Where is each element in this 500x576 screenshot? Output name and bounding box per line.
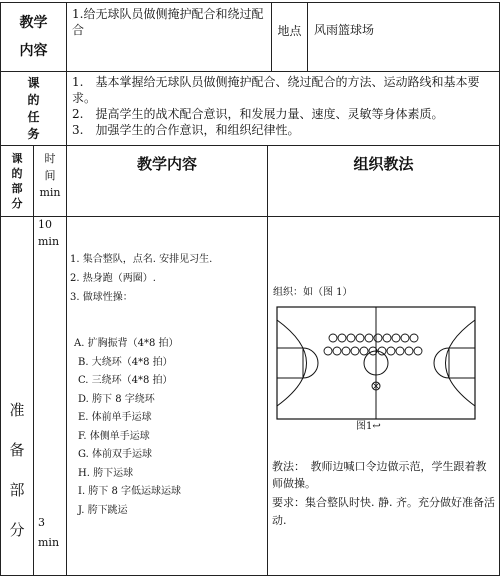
prep-part-name: 准 备 部 分 (9, 401, 25, 539)
court-diagram (276, 306, 476, 420)
location-value: 风雨篮球场 (314, 23, 375, 37)
drill-item: F. 体侧单手运球 (78, 430, 150, 442)
student-marker (387, 347, 395, 355)
right-key (449, 348, 475, 378)
left-three-point-line (277, 320, 307, 406)
student-marker (356, 334, 364, 342)
student-marker (342, 347, 350, 355)
teaching-content-label: 教学 内容 (19, 15, 48, 59)
student-marker (333, 347, 341, 355)
student-marker (383, 334, 391, 342)
student-marker (414, 347, 422, 355)
drill-item: D. 胯下 8 字绕环 (78, 393, 155, 405)
content-column-header: 教学内容 (136, 155, 197, 173)
lesson-tasks-list (72, 74, 496, 138)
student-marker (329, 334, 337, 342)
drill-item: B. 大绕环（4*8 拍） (78, 356, 173, 368)
col-divider-time (33, 145, 34, 576)
student-marker (396, 347, 404, 355)
prep-steps (70, 250, 265, 307)
col-divider-location (307, 2, 308, 71)
location-label: 地点 (277, 23, 302, 38)
time-column-header: 时 间 min (39, 151, 61, 199)
method-column-header: 组织教法 (353, 155, 414, 173)
lesson-topic: 1.给无球队员做侧掩护配合和绕过配合 (72, 7, 264, 37)
table-border-top (0, 2, 499, 3)
student-marker (338, 334, 346, 342)
student-marker (351, 347, 359, 355)
right-three-point-line (446, 320, 476, 406)
row-divider-1 (0, 71, 499, 72)
student-marker (401, 334, 409, 342)
drill-item: C. 三绕环（4*8 拍） (78, 375, 173, 386)
ball-drill-list (74, 335, 264, 520)
student-marker (360, 347, 368, 355)
task-item: 2. 提高学生的战术配合意识，和发展力量、速度、灵敏等身体素质。 (72, 107, 444, 121)
student-marker (324, 347, 332, 355)
drill-item: I. 胯下 8 字低运球运球 (78, 486, 182, 497)
part-column-header: 课 的 部 分 (11, 152, 23, 210)
prep-step: 2. 热身跑（两圈）. (70, 273, 156, 284)
student-marker (347, 334, 355, 342)
drill-item: A. 扩胸振背（4*8 拍） (74, 338, 179, 349)
drill-item: G. 体前双手运球 (78, 449, 152, 460)
left-key (277, 348, 303, 378)
task-item: 3. 加强学生的合作意识，和组织纪律性。 (72, 123, 300, 137)
drill-item: E. 体前单手运球 (78, 412, 152, 423)
col-divider-label (66, 2, 67, 145)
lesson-tasks-label: 课 的 任 务 (27, 75, 40, 141)
col-divider-content (66, 145, 67, 576)
organization-note: 组织：如（图 1） (273, 287, 353, 298)
row-divider-3 (0, 216, 499, 217)
requirement-note: 要求：集合整队时快. 静. 齐。充分做好准备活动. (272, 496, 495, 527)
drill-item: J. 胯下跳运 (78, 504, 128, 516)
figure-caption: 图1↩ (356, 421, 381, 432)
col-divider-method (267, 145, 268, 576)
method-note: 教法： 教师边喊口令边做示范，学生跟着教师做操。 (272, 460, 487, 490)
student-marker (410, 334, 418, 342)
student-marker (374, 334, 382, 342)
prep-time-bottom: 3 min (38, 516, 60, 549)
student-marker (365, 334, 373, 342)
prep-step: 1. 集合整队，点名. 安排见习生. (70, 254, 213, 265)
drill-item: H. 胯下运球 (78, 467, 134, 479)
student-marker (392, 334, 400, 342)
task-item: 1. 基本掌握给无球队员做侧掩护配合、绕过配合的方法、运动路线和基本要求。 (72, 75, 480, 105)
prep-step: 3. 做球性操： (70, 292, 133, 303)
prep-time-top: 10 min (38, 218, 60, 248)
student-marker (405, 347, 413, 355)
